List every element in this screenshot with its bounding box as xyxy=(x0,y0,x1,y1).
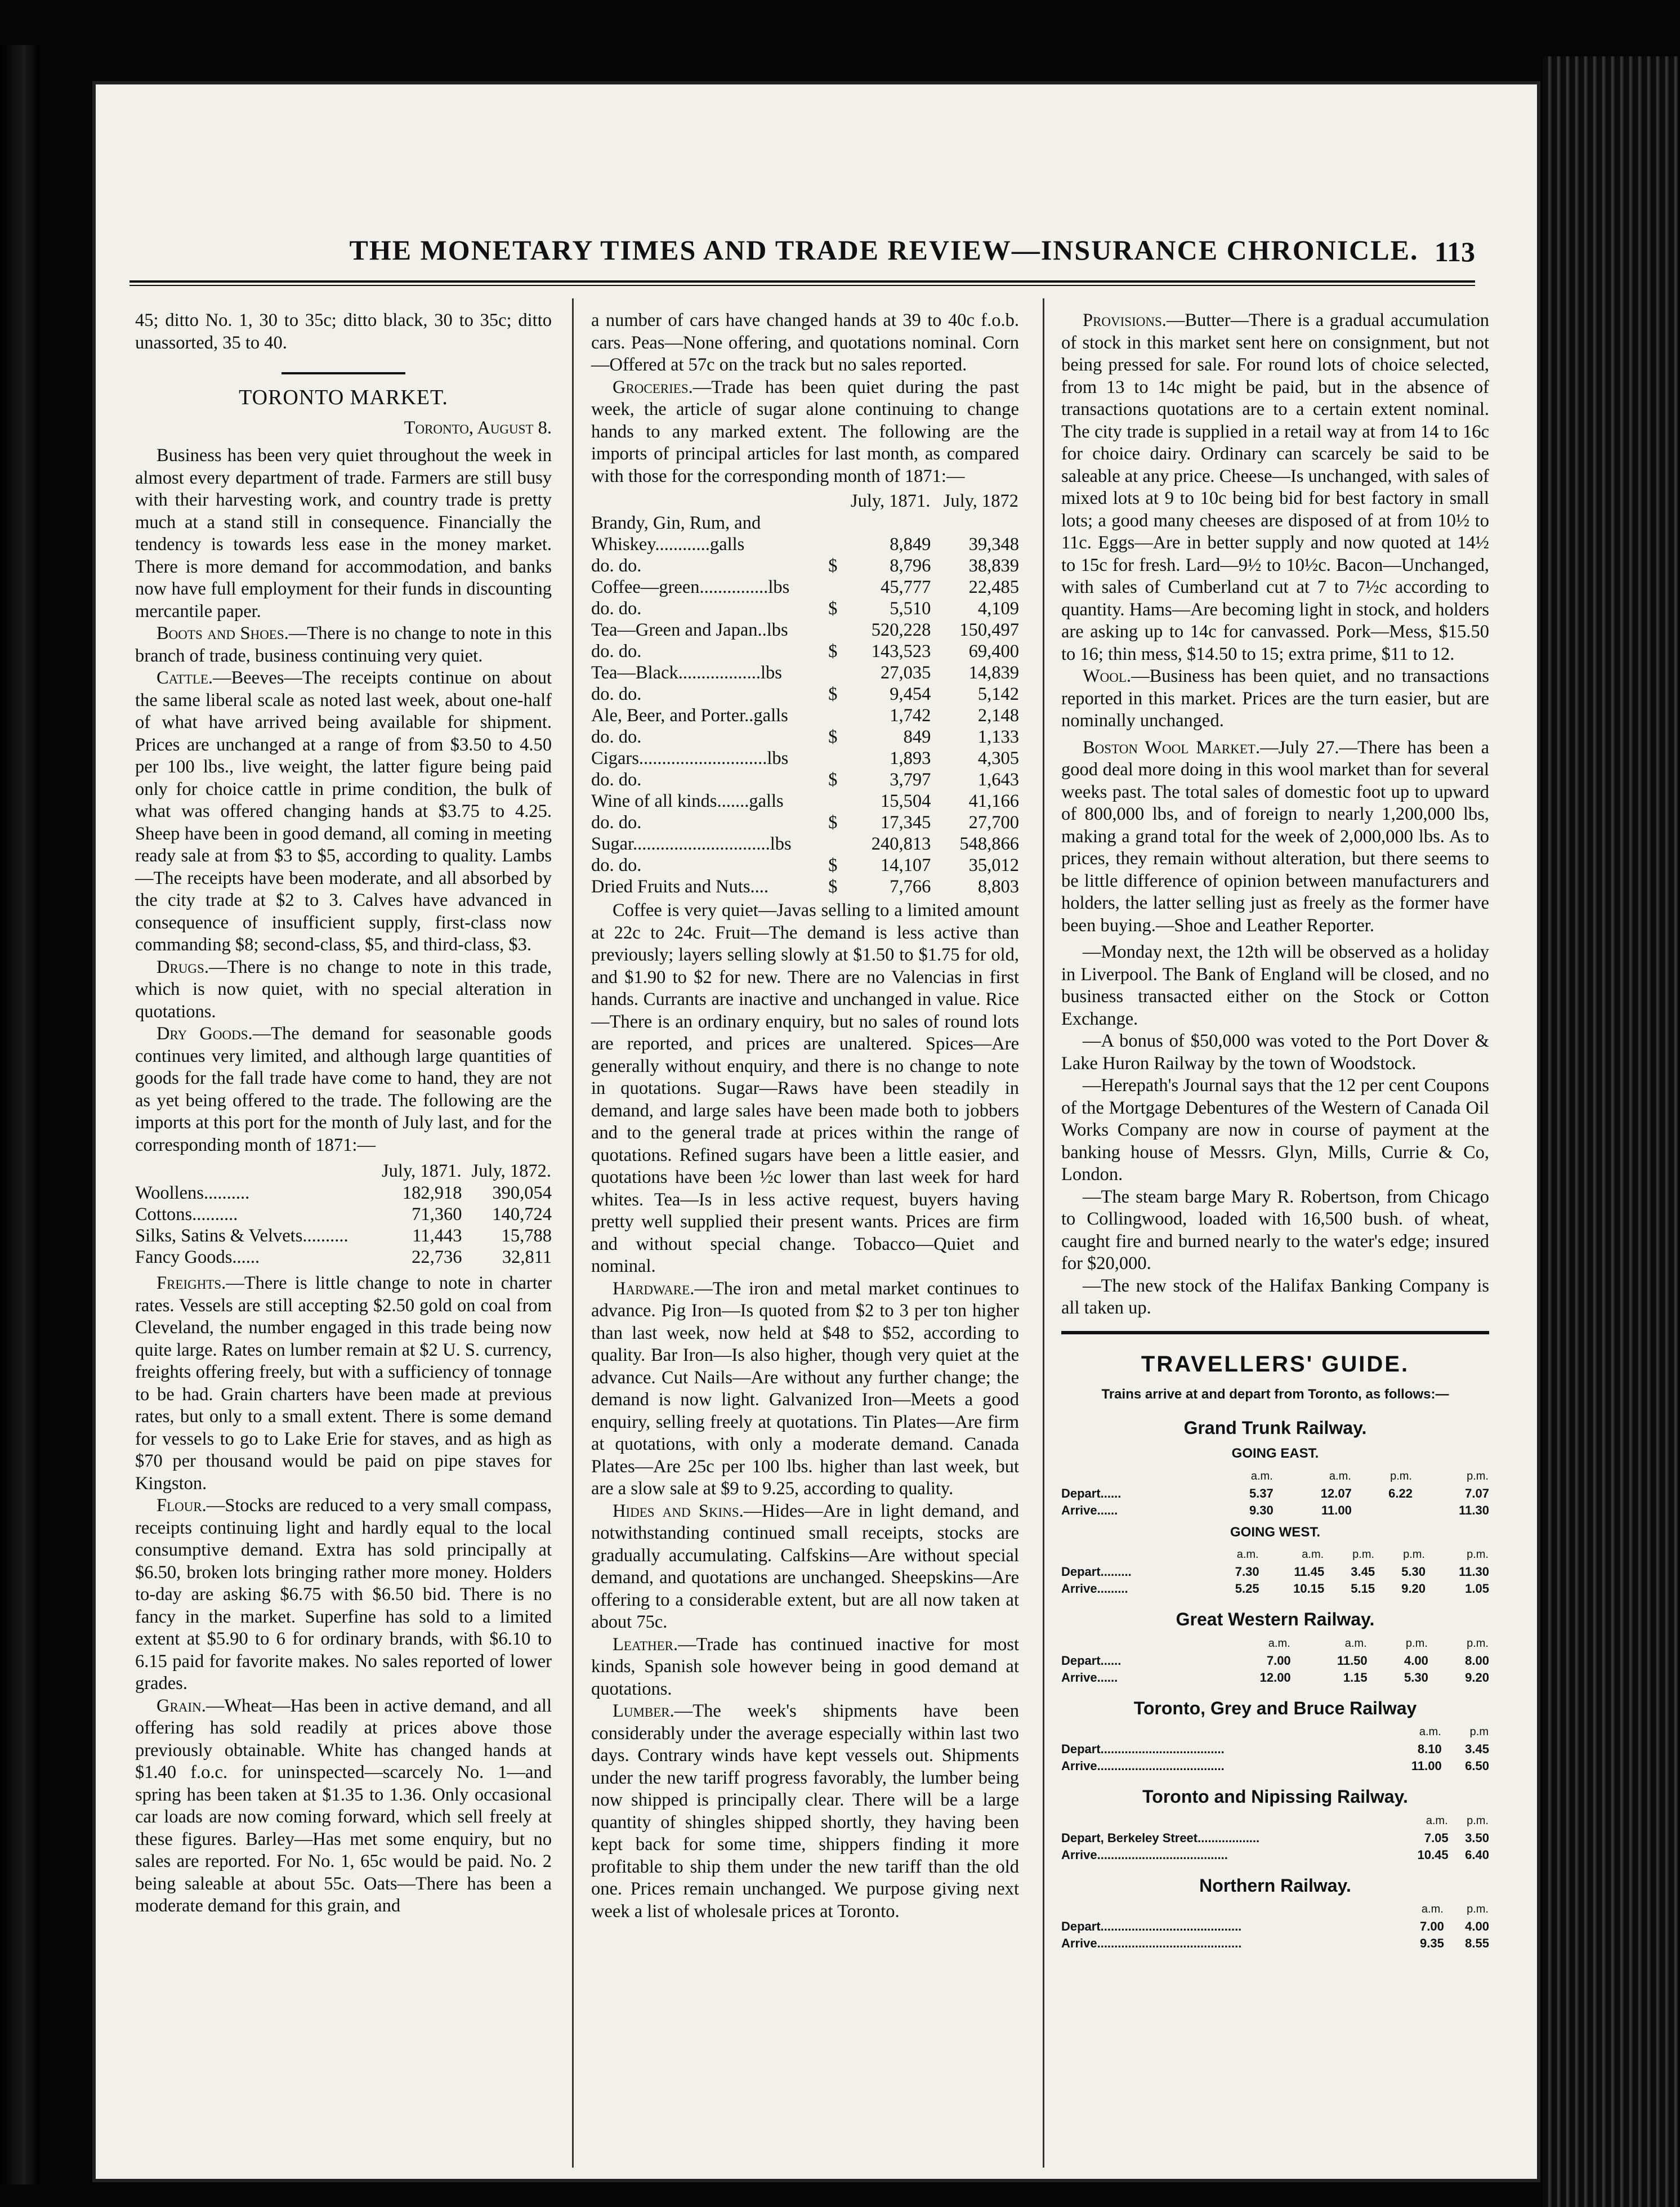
table-row xyxy=(591,683,1019,705)
para-text: —Butter—There is a gradual accumulation of stock in this market sent here on consignment, but not being pressed for sale. For round lots of choice selected, from 13 to 14c might be paid, but in the absence of transactions quotations are to a certain extent nominal. The city trade is supplied in a retail way at from 14 to 16c for choice dairy. Ordinary can scarcely be said to be saleable at any price. Cheese—Is unchanged, with sales of mixed lots at 9 to 10c being bid for best factory in small lots; a good many cheeses are disposed of at from 10½ to 11c. Eggs—Are in better supply and now quoted at 14½ to 15c for fresh. Lard—9½ to 10½c. Bacon—Unchanged, with sales of Cumberland cut at 7 to 7½c according to quantity. Hams—Are becoming light in stock, and holders are asking up to 14c for canvassed. Pork—Mess, $15.50 to 16; thin mess, $14.50 to 15; extra prime, $11 to 12. xyxy=(1061,310,1489,664)
table-cell: 1,133 xyxy=(977,727,1019,747)
timetable-cell: 5.37 xyxy=(1249,1486,1274,1500)
section-heading: TORONTO MARKET. xyxy=(239,386,448,409)
timetable-header: a.m. xyxy=(1236,1548,1259,1561)
table-row xyxy=(591,812,1019,833)
timetable-cell: 11.00 xyxy=(1411,1759,1442,1773)
timetable-cell: 9.20 xyxy=(1401,1581,1426,1596)
table-row xyxy=(591,705,1019,726)
para-text: —Beeves—The receipts continue on about the same liberal scale as noted last week, about one-half of what have arrived being available for shipment. Prices are unchanged at a range of from $3.50 to 4.50 per 100 lbs., live weight, the latter figure being paid only for choice cattle in prime condition, the bulk of what was offered changing hands at $3.75 to 4.25. Sheep have been in good demand, all coming in meeting ready sale at from $3 to $5, according to quality. Lambs—The receipts have been moderate, and all absorbed by the city trade at $2 to 3. Calves have advanced in consequence of insufficient supply, first-class now commanding $8; second-class, $5, and third-class, $3. xyxy=(135,668,552,955)
dry-goods-table xyxy=(135,1160,552,1268)
table-cell: 8,849 xyxy=(890,534,931,555)
flour-paragraph xyxy=(135,1495,552,1695)
timetable-header-row xyxy=(1061,1900,1489,1918)
direction-label: GOING EAST. xyxy=(1231,1446,1319,1461)
table-cell: $ xyxy=(828,770,838,790)
timetable-header: p.m. xyxy=(1467,1637,1489,1650)
timetable-cell: 9.20 xyxy=(1465,1670,1489,1685)
timetable-header: a.m. xyxy=(1344,1637,1367,1650)
para-lead: Drugs. xyxy=(157,957,209,977)
timetable-cell: 12.07 xyxy=(1320,1486,1352,1500)
table-cell: do. do. xyxy=(591,812,642,833)
table-row xyxy=(591,855,1019,876)
timetable-cell: 11.30 xyxy=(1459,1503,1489,1517)
timetable-cell: 5.15 xyxy=(1351,1581,1375,1596)
table-row xyxy=(135,1247,552,1268)
para-lead: Wool. xyxy=(1083,666,1132,686)
timetable-header-row xyxy=(1061,1812,1489,1830)
timetable-cell: 8.10 xyxy=(1417,1742,1442,1756)
timetable-row xyxy=(1061,1652,1489,1669)
timetable-grand-trunk-east xyxy=(1061,1467,1489,1519)
boots-paragraph xyxy=(135,623,552,667)
table-cell: 39,348 xyxy=(968,534,1019,555)
continued-text: a number of cars have changed hands at 39 to 40c f.o.b. cars. Peas—None offering, and quotations nominal. Corn—Offered at 57c on the track but no sales reported. xyxy=(591,310,1019,375)
para-text: —Wheat—Has been in active demand, and all offering has sold readily at prices above those previously obtainable. White has changed hands at $1.40 f.o.c. for uninspected—scarcely No. 1—and spring has been taken at $1.35 to 1.36. Only occasional car loads are now coming forward, which sell freely at these figures. Barley—Has met some enquiry, but no sales are reported. For No. 1, 65c would be paid. No. 2 being saleable at about 55c. Oats—There has been a moderate demand for this grain, and xyxy=(135,1695,552,1916)
news-item: —The steam barge Mary R. Robertson, from Chicago to Collingwood, loaded with 16,500 bush. of wheat, caught fire and burned nearly to the water's edge; insured for $20,000. xyxy=(1061,1186,1489,1274)
table-cell: 15,504 xyxy=(881,791,931,811)
table-cell: 15,788 xyxy=(501,1226,552,1246)
timetable-header: p.m. xyxy=(1403,1548,1425,1561)
newspaper-page xyxy=(96,84,1537,2179)
table-cell: $ xyxy=(828,641,838,662)
timetable-header-row xyxy=(1061,1545,1489,1563)
para-lead: Lumber. xyxy=(613,1701,674,1721)
timetable-cell: Arrive...... xyxy=(1061,1670,1118,1685)
table-cell: do. do. xyxy=(591,684,642,704)
table-row xyxy=(591,833,1019,855)
para-text: —Stocks are reduced to a very small compass, receipts continuing light and hardly equal to the local consumptive demand. Extra has sold principally at $6.50, broken lots bringing rather more money. Holders to-day are asking $6.75 with $6.50 bid. There is no fancy in the market. Superfine has sold to a limited extent at $5.90 to 6 for ordinary brands, with $6.10 to 6.15 paid for favorite makes. No sales reported of lower grades. xyxy=(135,1495,552,1694)
freights-paragraph xyxy=(135,1272,552,1495)
timetable-cell: 7.07 xyxy=(1465,1486,1489,1500)
timetable-header xyxy=(1061,1634,1213,1652)
table-cell: 849 xyxy=(903,727,931,747)
timetable-row xyxy=(1061,1935,1489,1952)
cattle-paragraph xyxy=(135,667,552,957)
railway-name: Great Western Railway. xyxy=(1176,1609,1375,1629)
timetable-cell: 10.15 xyxy=(1293,1581,1325,1596)
timetable-cell: Arrive..................................... xyxy=(1061,1759,1225,1773)
column-1 xyxy=(135,310,552,1918)
timetable-header xyxy=(1061,1545,1209,1563)
table-cell: Coffee—green...............lbs xyxy=(591,577,790,597)
table-cell: Sugar..............................lbs xyxy=(591,834,792,854)
timetable-row xyxy=(1061,1847,1489,1864)
timetable-cell: 4.00 xyxy=(1465,1919,1489,1933)
table-cell: Wine of all kinds.......galls xyxy=(591,791,784,811)
para-lead: Boston Wool Market. xyxy=(1083,737,1261,758)
table-cell: $ xyxy=(828,684,838,704)
table-cell: Tea—Black..................lbs xyxy=(591,663,782,683)
column-separator xyxy=(1043,298,1044,2168)
timetable-header: a.m. xyxy=(1421,1903,1444,1915)
table-cell: 1,893 xyxy=(890,748,931,769)
table-cell: 27,035 xyxy=(881,663,931,683)
table-cell: 150,497 xyxy=(959,620,1019,640)
table-cell: 9,454 xyxy=(890,684,931,704)
table-cell xyxy=(823,705,838,726)
table-header xyxy=(135,1160,372,1182)
timetable-header-row xyxy=(1061,1467,1489,1485)
table-cell: 69,400 xyxy=(968,641,1019,662)
railway-name: Grand Trunk Railway. xyxy=(1183,1417,1367,1438)
table-cell xyxy=(823,577,838,598)
timetable-header-row xyxy=(1061,1723,1489,1741)
table-cell xyxy=(823,790,838,812)
table-cell: 35,012 xyxy=(968,855,1019,875)
table-cell: 41,166 xyxy=(968,791,1019,811)
timetable-cell: 11.50 xyxy=(1337,1653,1368,1668)
timetable-cell: 3.50 xyxy=(1465,1830,1489,1845)
para-lead: Grain. xyxy=(157,1695,206,1716)
table-row xyxy=(591,790,1019,812)
timetable-cell: 11.00 xyxy=(1321,1503,1352,1517)
table-cell: 8,803 xyxy=(977,877,1019,897)
timetable-header: p.m. xyxy=(1390,1469,1412,1482)
para-text: —July 27.—There has been a good deal more doing in this wool market than for several weeks past. The total sales of domestic foot up to upward of 800,000 lbs, and of foreign to nearly 1,200,000 lbs, making a grand total for the week of 2,000,000 lbs. As to prices, they remain without alteration, but there seems to be little difference of opinion between manufacturers and holders, the latter selling just as freely as the former have been buying.—Shoe and Leather Reporter. xyxy=(1061,737,1489,936)
timetable-cell: 3.45 xyxy=(1351,1565,1375,1579)
timetable-cell: 3.45 xyxy=(1465,1742,1489,1756)
table-cell: Cottons.......... xyxy=(135,1204,238,1225)
table-header: July, 1872 xyxy=(943,491,1018,511)
table-row xyxy=(591,876,1019,897)
table-cell xyxy=(931,512,1019,534)
timetable-header: a.m. xyxy=(1329,1469,1351,1482)
table-cell xyxy=(823,662,838,683)
table-cell: do. do. xyxy=(591,556,642,576)
table-cell: Brandy, Gin, Rum, and xyxy=(591,513,761,533)
timetable-header xyxy=(1061,1467,1213,1485)
table-cell: 548,866 xyxy=(959,834,1019,854)
table-cell xyxy=(823,748,838,769)
drugs-paragraph xyxy=(135,957,552,1024)
table-cell: 14,839 xyxy=(968,663,1019,683)
table-cell: Fancy Goods...... xyxy=(135,1247,260,1267)
table-cell: $ xyxy=(828,556,838,576)
groceries-paragraph xyxy=(591,377,1019,488)
table-row xyxy=(135,1225,552,1247)
railway-name: Northern Railway. xyxy=(1199,1875,1351,1896)
table-cell: 22,485 xyxy=(968,577,1019,597)
para-lead: Hardware. xyxy=(613,1278,695,1299)
table-cell: 22,736 xyxy=(412,1247,462,1267)
para-lead: Cattle. xyxy=(157,668,213,688)
timetable-header: a.m. xyxy=(1268,1637,1290,1650)
table-cell: 520,228 xyxy=(871,620,931,640)
timetable-cell: 8.00 xyxy=(1465,1653,1489,1668)
table-cell: 45,777 xyxy=(881,577,931,597)
timetable-cell: Arrive...................................... xyxy=(1061,1847,1228,1862)
table-cell: do. do. xyxy=(591,770,642,790)
table-cell: 4,305 xyxy=(977,748,1019,769)
table-cell: 390,054 xyxy=(492,1183,552,1203)
timetable-row xyxy=(1061,1485,1489,1502)
timetable-row xyxy=(1061,1758,1489,1775)
railway-name: Toronto, Grey and Bruce Railway xyxy=(1133,1697,1417,1718)
timetable-header: a.m. xyxy=(1302,1548,1324,1561)
table-cell: 71,360 xyxy=(412,1204,462,1225)
timetable-header: a.m. xyxy=(1419,1726,1441,1738)
groceries-table xyxy=(591,490,1019,897)
provisions-paragraph xyxy=(1061,310,1489,665)
table-cell: Dried Fruits and Nuts.... xyxy=(591,877,769,897)
timetable-cell: 5.25 xyxy=(1235,1581,1259,1596)
lumber-paragraph xyxy=(591,1700,1019,1923)
timetable-cell: Depart.................................... xyxy=(1061,1742,1225,1756)
table-row xyxy=(591,555,1019,577)
timetable-cell: Depart...... xyxy=(1061,1653,1122,1668)
timetable-cell: Arrive.......................................... xyxy=(1061,1936,1242,1950)
timetable-cell: 11.45 xyxy=(1294,1565,1325,1579)
para-text: —The iron and metal market continues to advance. Pig Iron—Is quoted from $2 to 3 per ton higher than last week, now held at $48 to $52, according to quality. Bar Iron—Is also higher, though very quiet at the advance. Cut Nails—Are without any further change; the demand is now light. Galvanized Iron—Meets a good enquiry, selling freely at quotations. Tin Plates—Are firm at quotations, with only a moderate demand. Canada Plates—Are 25c per 100 lbs. higher than last week, but are a slow sale at $9 to 9.25, according to quality. xyxy=(591,1278,1019,1499)
table-header: July, 1871. xyxy=(382,1161,462,1181)
timetable-header: p.m. xyxy=(1467,1814,1489,1827)
timetable-header: p.m xyxy=(1469,1726,1489,1738)
guide-rule xyxy=(1061,1331,1489,1334)
table-cell: 182,918 xyxy=(402,1183,462,1203)
table-cell: $ xyxy=(828,877,838,897)
table-cell: 1,742 xyxy=(890,705,931,726)
table-cell: Whiskey............galls xyxy=(591,534,745,555)
business-paragraph: Business has been very quiet throughout the week in almost every department of trade. Farmers are still busy with their harvesting work, and country trade is pretty much at a stand still in consequence. Financially the tendency is towards less ease in the money market. There is more demand for accommodation, and banks now have full employment for their funds in discounting mercantile paper. xyxy=(135,445,552,622)
hides-paragraph xyxy=(591,1500,1019,1634)
para-text: —There is no change to note in this branch of trade, business continuing very quiet. xyxy=(135,623,552,666)
para-lead: Hides and Skins. xyxy=(613,1500,744,1521)
hardware-paragraph xyxy=(591,1278,1019,1500)
timetable-grey-bruce xyxy=(1061,1723,1489,1775)
table-cell: 11,443 xyxy=(412,1226,462,1246)
table-header xyxy=(591,490,823,512)
column-3 xyxy=(1061,310,1489,1952)
para-lead: Leather. xyxy=(613,1634,678,1655)
timetable-cell: 1.05 xyxy=(1465,1581,1489,1596)
timetable-row xyxy=(1061,1580,1489,1597)
timetable-cell: 7.00 xyxy=(1419,1919,1444,1933)
table-cell: 5,510 xyxy=(890,598,931,619)
boston-wool-paragraph xyxy=(1061,737,1489,937)
table-header xyxy=(823,490,838,512)
table-cell xyxy=(823,833,838,855)
timetable-header-row xyxy=(1061,1634,1489,1652)
continued-text: 45; ditto No. 1, 30 to 35c; ditto black, 30 to 35c; ditto unassorted, 35 to 40. xyxy=(135,310,552,353)
timetable-cell: 6.40 xyxy=(1465,1847,1489,1862)
page-edges xyxy=(1543,56,1678,2207)
table-cell: 140,724 xyxy=(492,1204,552,1225)
para-lead: Dry Goods. xyxy=(157,1024,253,1044)
timetable-row xyxy=(1061,1918,1489,1935)
timetable-cell: Depart, Berkeley Street.................. xyxy=(1061,1830,1260,1845)
table-cell: Tea—Green and Japan..lbs xyxy=(591,620,788,640)
table-cell: do. do. xyxy=(591,598,642,619)
timetable-row xyxy=(1061,1502,1489,1519)
table-header-row xyxy=(135,1160,552,1182)
timetable-grand-trunk-west xyxy=(1061,1545,1489,1597)
table-cell: 2,148 xyxy=(977,705,1019,726)
table-cell: do. do. xyxy=(591,855,642,875)
leather-paragraph xyxy=(591,1634,1019,1701)
travellers-guide-title: TRAVELLERS' GUIDE. xyxy=(1141,1351,1410,1377)
timetable-cell: Depart...... xyxy=(1061,1486,1122,1500)
timetable-cell: Arrive...... xyxy=(1061,1503,1118,1517)
news-item: —The new stock of the Halifax Banking Company is all taken up. xyxy=(1061,1275,1489,1318)
railway-name: Toronto and Nipissing Railway. xyxy=(1142,1786,1408,1807)
para-lead: Flour. xyxy=(157,1495,207,1516)
table-cell: 3,797 xyxy=(890,770,931,790)
table-header-row xyxy=(591,490,1019,512)
timetable-header: p.m. xyxy=(1405,1637,1428,1650)
para-text: —Business has been quiet, and no transactions reported in this market. Prices are the turn easier, but are nominally unchanged. xyxy=(1061,666,1489,731)
timetable-cell: 11.30 xyxy=(1459,1565,1489,1579)
para-lead: Freights. xyxy=(157,1273,226,1293)
table-cell: 240,813 xyxy=(871,834,931,854)
table-cell xyxy=(823,534,838,555)
grain-paragraph xyxy=(135,1695,552,1918)
header-rule xyxy=(129,280,1475,283)
timetable-row xyxy=(1061,1669,1489,1686)
table-cell: $ xyxy=(828,812,838,833)
timetable-cell: Depart......................................... xyxy=(1061,1919,1242,1933)
table-cell xyxy=(823,619,838,641)
page-number: 113 xyxy=(1434,236,1475,267)
timetable-great-western xyxy=(1061,1634,1489,1686)
table-cell: 1,643 xyxy=(977,770,1019,790)
table-row xyxy=(591,769,1019,790)
timetable-cell: 1.15 xyxy=(1343,1670,1368,1685)
table-cell: $ xyxy=(828,727,838,747)
news-item: —A bonus of $50,000 was voted to the Port Dover & Lake Huron Railway by the town of Woodstock. xyxy=(1061,1031,1489,1074)
timetable-cell: Depart......... xyxy=(1061,1565,1132,1579)
table-cell xyxy=(837,512,931,534)
news-item: —Herepath's Journal says that the 12 per cent Coupons of the Mortgage Debentures of the Western of Canada Oil Works Company are now in course of payment at the banking house of Messrs. Glyn, Mills, Currie & Co, London. xyxy=(1061,1075,1489,1185)
timetable-cell: 6.50 xyxy=(1465,1759,1489,1773)
table-row xyxy=(591,512,1019,534)
para-text: —There is little change to note in charter rates. Vessels are still accepting $2.50 gold on coal from Cleveland, the number engaged in this trade being now quite large. Rates on lumber remain at $2 U. S. currency, freights offering freely, but with a sufficiency of tonnage to be had. Grain charters have been made at previous rates, but only to a small extent. There is some demand for vessels to go to Lake Erie for staves, and as high as $70 per thousand would be paid on pipe staves for Kingston. xyxy=(135,1273,552,1494)
timetable-nipissing xyxy=(1061,1812,1489,1864)
table-row xyxy=(135,1182,552,1204)
timetable-row xyxy=(1061,1563,1489,1580)
table-row xyxy=(591,662,1019,683)
para-lead: Provisions. xyxy=(1083,310,1167,330)
timetable-cell: 12.00 xyxy=(1259,1670,1291,1685)
table-cell: 4,109 xyxy=(977,598,1019,619)
dateline: Toronto, August 8. xyxy=(404,417,552,438)
para-text: —Hides—Are in light demand, and notwithstanding continued small receipts, stocks are gradually accumulating. Calfskins—Are without special demand, and quotations are unchanged. Sheepskins—Are offering to a considerable extent, but are all now taken at about 75c. xyxy=(591,1500,1020,1632)
table-cell: 14,107 xyxy=(881,855,931,875)
timetable-header: p.m. xyxy=(1467,1469,1489,1482)
para-text: —Trade has been quiet during the past week, the article of sugar alone continuing to change hands to any marked extent. The following are the imports of principal articles for last month, as compared with those for the corresponding month of 1871:— xyxy=(591,377,1019,486)
para-text: —The week's shipments have been considerably under the average especially within last two days. Contrary winds have kept vessels out. Shipments under the new tariff progress favorably, the lumber being now shipped is principally clear. There will be a large quantity of shingles shipped shortly, they having been kept back for some time, shippers finding it more profitable to ship them under the new tariff than the old one. Prices remain unchanged. We purpose giving next week a list of wholesale prices at Toronto. xyxy=(591,1701,1019,1922)
table-row xyxy=(591,726,1019,748)
table-cell: 143,523 xyxy=(871,641,931,662)
table-cell: $ xyxy=(828,598,838,619)
table-cell: Silks, Satins & Velvets.......... xyxy=(135,1226,348,1246)
timetable-cell: 7.00 xyxy=(1266,1653,1291,1668)
travellers-guide-intro: Trains arrive at and depart from Toronto, as follows:— xyxy=(1101,1387,1449,1402)
timetable-header xyxy=(1061,1900,1399,1918)
table-cell: 32,811 xyxy=(502,1247,552,1267)
table-cell: 5,142 xyxy=(977,684,1019,704)
column-2 xyxy=(591,310,1019,1923)
table-cell: do. do. xyxy=(591,727,642,747)
timetable-header: p.m. xyxy=(1467,1903,1489,1915)
table-header: July, 1872. xyxy=(471,1161,551,1181)
timetable-row xyxy=(1061,1741,1489,1758)
news-item: —Monday next, the 12th will be observed as a holiday in Liverpool. The Bank of England will be closed, and no business transacted either on the Stock or Cotton Exchange. xyxy=(1061,942,1489,1029)
timetable-cell: 9.35 xyxy=(1419,1936,1444,1950)
timetable-header: p.m. xyxy=(1352,1548,1375,1561)
timetable-cell: 8.55 xyxy=(1465,1936,1489,1950)
timetable-cell: 7.30 xyxy=(1235,1565,1259,1579)
coffee-paragraph: Coffee is very quiet—Javas selling to a limited amount at 22c to 24c. Fruit—The demand is less active than previously; layers selling slowly at $1.50 to $1.75 for old, and $1.90 to $2 for new. There are no Valencias in first hands. Currants are inactive and unchanged in value. Rice—There is an ordinary enquiry, but no sales of round lots are reported, and prices are unaltered. Spices—Are generally without enquiry, and there is no change to note in quotations. Sugar—Raws have been steadily in demand, and large sales have been made both to jobbers and to the general trade at prices within the range of quotations. Refined sugars have been a little easier, and quotations have been ½c lower than last week for hard whites. Tea—Is in less active request, buyers having pretty well supplied their present wants. Prices are firm and without special change. Tobacco—Quiet and nominal. xyxy=(591,900,1019,1276)
timetable-cell xyxy=(1352,1502,1413,1519)
timetable-cell: Arrive......... xyxy=(1061,1581,1128,1596)
para-lead: Groceries. xyxy=(613,377,693,397)
table-row xyxy=(591,619,1019,641)
timetable-cell: 5.30 xyxy=(1404,1670,1428,1685)
table-row xyxy=(591,641,1019,662)
timetable-northern xyxy=(1061,1900,1489,1952)
timetable-cell: 5.30 xyxy=(1401,1565,1426,1579)
section-rule xyxy=(282,372,405,374)
table-cell: do. do. xyxy=(591,641,642,662)
timetable-header xyxy=(1061,1812,1396,1830)
table-cell: 8,796 xyxy=(890,556,931,576)
wool-paragraph xyxy=(1061,665,1489,732)
table-cell: 17,345 xyxy=(881,812,931,833)
timetable-cell: 7.05 xyxy=(1424,1830,1449,1845)
book-binding xyxy=(0,45,39,2184)
table-row xyxy=(591,577,1019,598)
timetable-header: a.m. xyxy=(1426,1814,1448,1827)
table-cell: 27,700 xyxy=(968,812,1019,833)
timetable-cell: 9.30 xyxy=(1249,1503,1274,1517)
table-row xyxy=(591,598,1019,619)
para-lead: Boots and Shoes. xyxy=(157,623,289,644)
header-rule-thin xyxy=(129,285,1475,286)
table-header: July, 1871. xyxy=(850,491,931,511)
table-cell: 7,766 xyxy=(890,877,931,897)
para-text: —There is no change to note in this trade, which is now quiet, with no special alteration in quotations. xyxy=(135,957,552,1022)
table-row xyxy=(135,1204,552,1225)
direction-label: GOING WEST. xyxy=(1230,1524,1320,1540)
table-row xyxy=(591,748,1019,769)
timetable-row xyxy=(1061,1830,1489,1847)
column-separator xyxy=(572,298,574,2168)
para-text: —The demand for seasonable goods continues very limited, and although large quantities of goods for the fall trade have come to hand, they are not as yet being offered to the trade. The following are the imports at this port for the month of July last, and for the corresponding month of 1871:— xyxy=(135,1024,552,1155)
table-cell: Ale, Beer, and Porter..galls xyxy=(591,705,788,726)
table-cell xyxy=(823,512,838,534)
timetable-cell: 4.00 xyxy=(1404,1653,1428,1668)
page-header: THE MONETARY TIMES AND TRADE REVIEW—INSURANCE CHRONICLE. xyxy=(349,234,1419,266)
table-cell: Cigars............................lbs xyxy=(591,748,789,769)
dry-goods-paragraph xyxy=(135,1023,552,1156)
table-cell: 38,839 xyxy=(968,556,1019,576)
table-cell: Woollens.......... xyxy=(135,1183,250,1203)
timetable-cell: 10.45 xyxy=(1417,1847,1449,1862)
timetable-header: a.m. xyxy=(1250,1469,1273,1482)
table-cell: $ xyxy=(828,855,838,875)
timetable-header xyxy=(1061,1723,1382,1741)
table-row xyxy=(591,534,1019,555)
timetable-cell: 6.22 xyxy=(1388,1486,1413,1500)
timetable-header: p.m. xyxy=(1467,1548,1489,1561)
para-text: —Trade has continued inactive for most kinds, Spanish sole however being in good demand at quotations. xyxy=(591,1634,1019,1699)
